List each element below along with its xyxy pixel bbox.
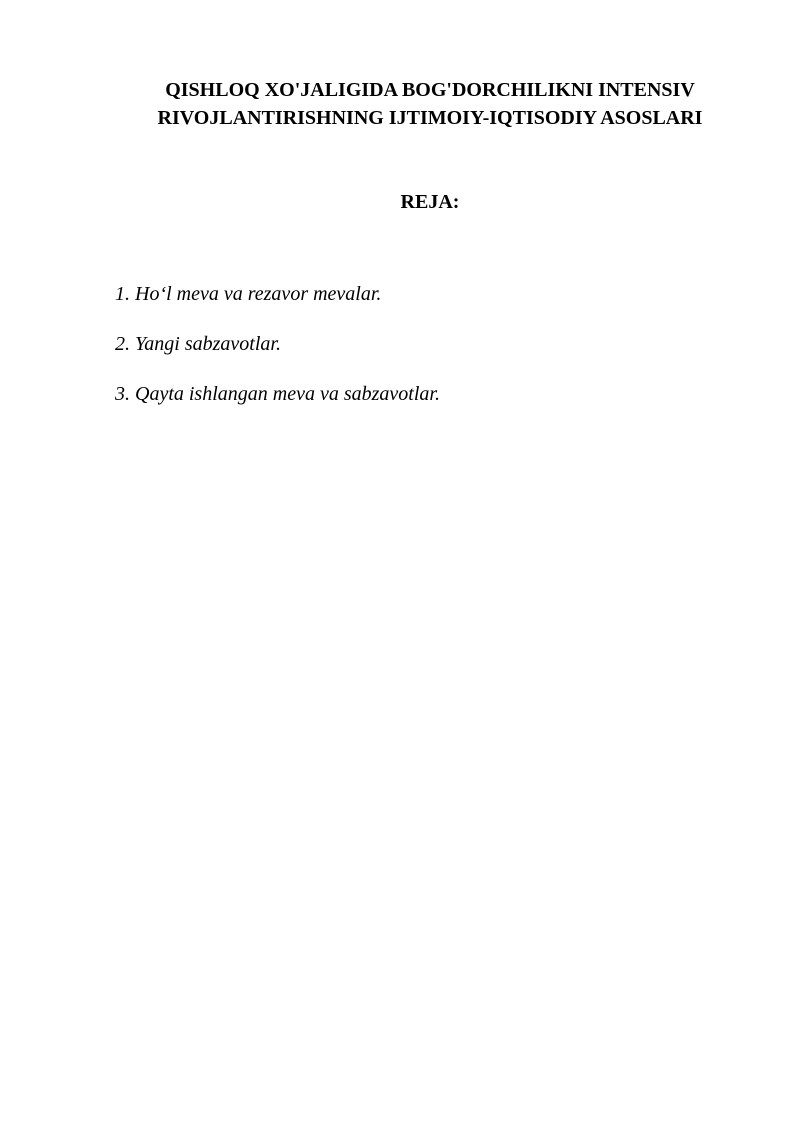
plan-item-2: 2. Yangi sabzavotlar. bbox=[115, 333, 281, 355]
plan-heading: REJA: bbox=[400, 191, 460, 213]
document-title-line-2: RIVOJLANTIRISHNING IJTIMOIY-IQTISODIY ASOSLARI bbox=[157, 107, 703, 129]
document-title-line-1: QISHLOQ XO'JALIGIDA BOG'DORCHILIKNI INTENSIV bbox=[165, 79, 695, 101]
plan-item-3: 3. Qayta ishlangan meva va sabzavotlar. bbox=[115, 383, 440, 405]
plan-list bbox=[115, 280, 440, 430]
plan-item-1: 1. Ho‘l meva va rezavor mevalar. bbox=[115, 283, 382, 305]
